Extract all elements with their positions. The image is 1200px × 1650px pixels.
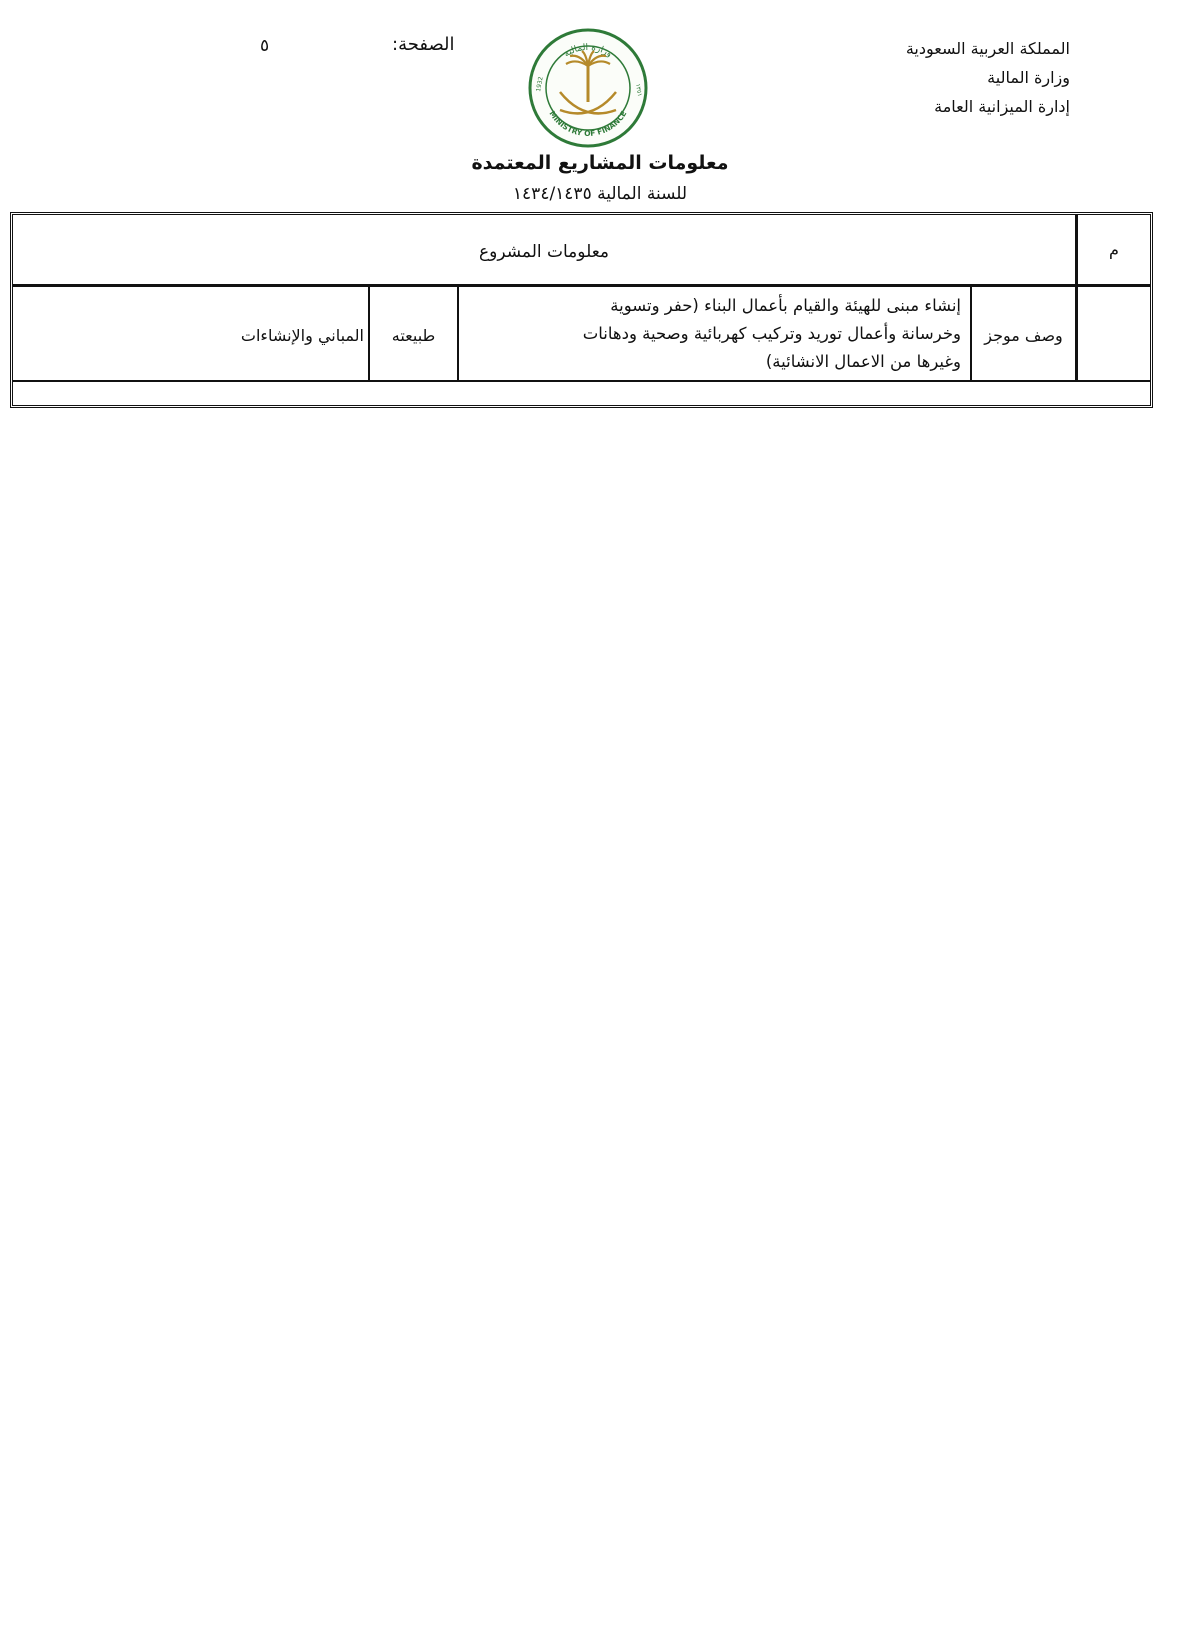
seal-year-right: ١٣٥١ (634, 83, 644, 98)
nature-value: المباني والإنشاءات (240, 326, 364, 345)
document-title: معلومات المشاريع المعتمدة (471, 152, 729, 174)
seal-year-left: 1932 (535, 76, 545, 93)
description-line-2: وخرسانة وأعمال توريد وتركيب كهربائية وصحية ودهانات (582, 324, 961, 343)
description-line-3: وغيرها من الاعمال الانشائية) (765, 352, 961, 371)
seal-arabic-text: وزارة المالية (562, 42, 614, 60)
description-text (461, 292, 961, 376)
table-row-divider-2 (13, 380, 1150, 382)
org-line-department: إدارة الميزانية العامة (934, 97, 1070, 116)
org-line-ministry: وزارة المالية (987, 68, 1070, 87)
ministry-seal-logo (526, 26, 650, 150)
description-label: وصف موجز (984, 326, 1063, 345)
table-index-header: م (1109, 240, 1119, 259)
org-line-kingdom: المملكة العربية السعودية (905, 39, 1070, 58)
page-number: ٥ (260, 36, 270, 56)
table-footer-row (13, 384, 1150, 404)
page-label: الصفحة: (392, 34, 455, 55)
description-line-1: إنشاء مبنى للهيئة والقيام بأعمال البناء (حفر وتسوية (610, 296, 961, 315)
table-section-header: معلومات المشروع (478, 242, 610, 262)
table-row-divider-1 (13, 284, 1150, 287)
nature-label: طبيعته (391, 326, 436, 345)
document-subtitle: للسنة المالية ١٤٣٤/١٤٣٥ (512, 184, 688, 204)
seal-english-text: MINISTRY OF FINANCE (547, 109, 629, 139)
organization-block (906, 34, 1070, 121)
table-col-divider-desc-text (457, 286, 459, 382)
seal-svg (526, 26, 650, 150)
